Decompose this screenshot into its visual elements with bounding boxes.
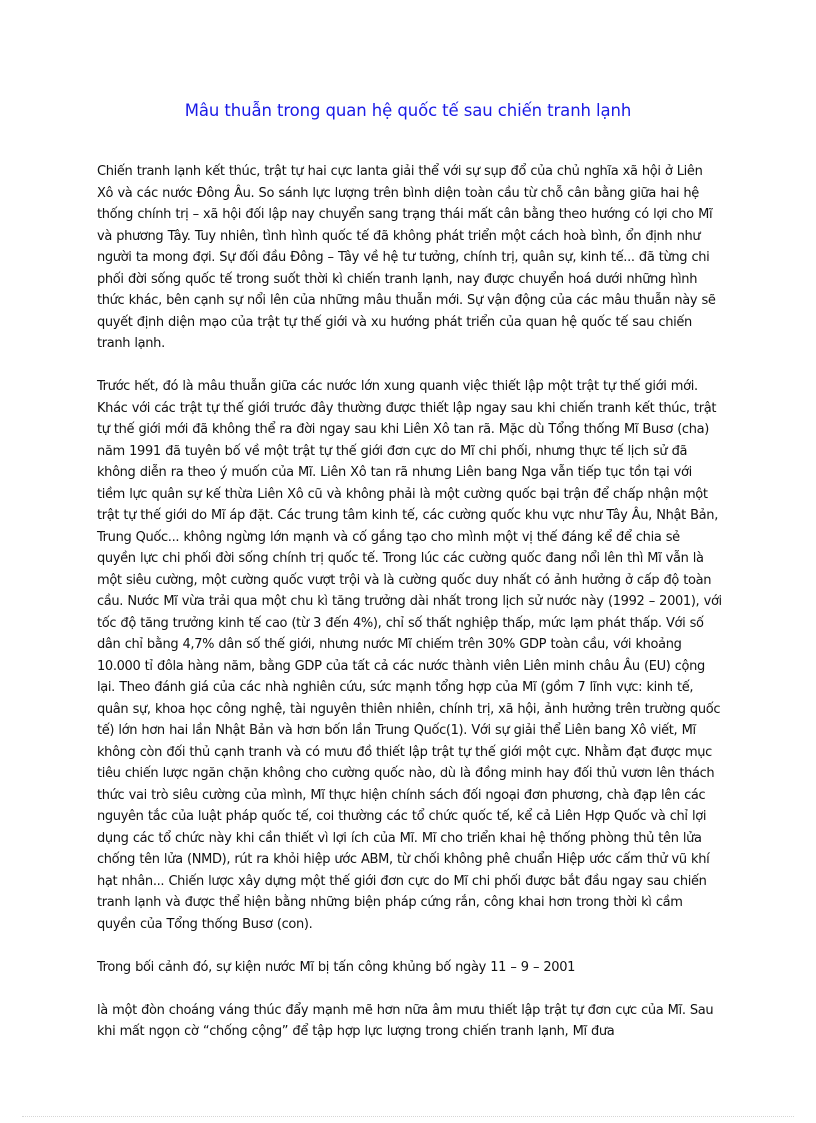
page-bottom-divider bbox=[22, 1116, 794, 1117]
paragraph-world-order: Trước hết, đó là mâu thuẫn giữa các nước lớn xung quanh việc thiết lập một trật tự thế giới mới. Khác với các trật tự thế giới trước đây thường được thiết lập ngay sau khi chiến tranh kết thúc, trật tự thế giới mới đã không thể ra đời ngay sau khi Liên Xô tan rã. Mặc dù Tổng thống Mĩ Busơ (cha) năm 1991 đã tuyên bố về một trật tự thế giới đơn cực do Mĩ chi phối, nhưng thực tế lịch sử đã không diễn ra theo ý muốn của Mĩ. Liên Xô tan rã nhưng Liên bang Nga vẫn tiếp tục tồn tại với tiềm lực quân sự kế thừa Liên Xô cũ và không phải là một cường quốc bại trận để chấp nhận một trật tự thế giới do Mĩ áp đặt. Các trung tâm kinh tế, các cường quốc khu vực như Tây Âu, Nhật Bản, Trung Quốc... không ngừng lớn mạnh và cố gắng tạo cho mình một vị thế đáng kể để chia sẻ quyền lực chi phối đời sống chính trị quốc tế. Trong lúc các cường quốc đang nổi lên thì Mĩ vẫn là một siêu cường, một cường quốc vượt trội và là cường quốc duy nhất có ảnh hưởng ở cấp độ toàn cầu. Nước Mĩ vừa trải qua một chu kì tăng trưởng dài nhất trong lịch sử nước này (1992 – 2001), với tốc độ tăng trưởng kinh tế cao (từ 3 đến 4%), chỉ số thất nghiệp thấp, mức lạm phát thấp. Với số dân chỉ bằng 4,7% dân số thế giới, nhưng nước Mĩ chiếm trên 30% GDP toàn cầu, với khoảng 10.000 tỉ đôla hàng năm, bằng GDP của tất cả các nước thành viên Liên minh châu Âu (EU) cộng lại. Theo đánh giá của các nhà nghiên cứu, sức mạnh tổng hợp của Mĩ (gồm 7 lĩnh vực: kinh tế, quân sự, khoa học công nghệ, tài nguyên thiên nhiên, chính trị, xã hội, ảnh hưởng trên trường quốc tế) lớn hơn hai lần Nhật Bản và hơn bốn lần Trung Quốc(1). Với sự giải thể Liên bang Xô viết, Mĩ không còn đối thủ cạnh tranh và có mưu đồ thiết lập trật tự thế giới một cực. Nhằm đạt được mục tiêu chiến lược ngăn chặn không cho cường quốc nào, dù là đồng minh hay đối thủ vươn lên thách thức vai trò siêu cường của mình, Mĩ thực hiện chính sách đối ngoại đơn phương, chà đạp lên các nguyên tắc của luật pháp quốc tế, coi thường các tổ chức quốc tế, kể cả Liên Hợp Quốc và chỉ lợi dụng các tổ chức này khi cần thiết vì lợi ích của Mĩ. Mĩ cho triển khai hệ thống phòng thủ tên lửa chống tên lửa (NMD), rút ra khỏi hiệp ước ABM, từ chối không phê chuẩn Hiệp ước cấm thử vũ khí hạt nhân... Chiến lược xây dựng một thế giới đơn cực do Mĩ chi phối được bắt đầu ngay sau chiến tranh lạnh và được thể hiện bằng những biện pháp cứng rắn, công khai hơn trong thời kì cầm quyền của Tổng thống Busơ (con). bbox=[97, 379, 722, 932]
paragraph-intro: Chiến tranh lạnh kết thúc, trật tự hai cực Ianta giải thể với sự sụp đổ của chủ nghĩa xã hội ở Liên Xô và các nước Đông Âu. So sánh lực lượng trên bình diện toàn cầu từ chỗ cân bằng giữa hai hệ thống chính trị – xã hội đối lập nay chuyển sang trạng thái mất cân bằng theo hướng có lợi cho Mĩ và phương Tây. Tuy nhiên, tình hình quốc tế đã không phát triển một cách hoà bình, ổn định như người ta mong đợi. Sự đối đầu Đông – Tây về hệ tư tưởng, chính trị, quân sự, kinh tế... đã từng chi phối đời sống quốc tế trong suốt thời kì chiến tranh lạnh, nay được chuyển hoá dưới những hình thức khác, bên cạnh sự nổi lên của những mâu thuẫn mới. Sự vận động của các mâu thuẫn này sẽ quyết định diện mạo của trật tự thế giới và xu hướng phát triển của quan hệ quốc tế sau chiến tranh lạnh. bbox=[97, 164, 716, 351]
paragraph-continuation: là một đòn choáng váng thúc đẩy mạnh mẽ hơn nữa âm mưu thiết lập trật tự đơn cực của Mĩ. Sau khi mất ngọn cờ “chống cộng” để tập hợp lực lượng trong chiến tranh lạnh, Mĩ đưa bbox=[97, 1002, 714, 1039]
document-body bbox=[97, 161, 722, 1064]
paragraph-context: Trong bối cảnh đó, sự kiện nước Mĩ bị tấn công khủng bố ngày 11 – 9 – 2001 bbox=[97, 959, 576, 975]
document-title: Mâu thuẫn trong quan hệ quốc tế sau chiến tranh lạnh bbox=[184, 101, 632, 120]
